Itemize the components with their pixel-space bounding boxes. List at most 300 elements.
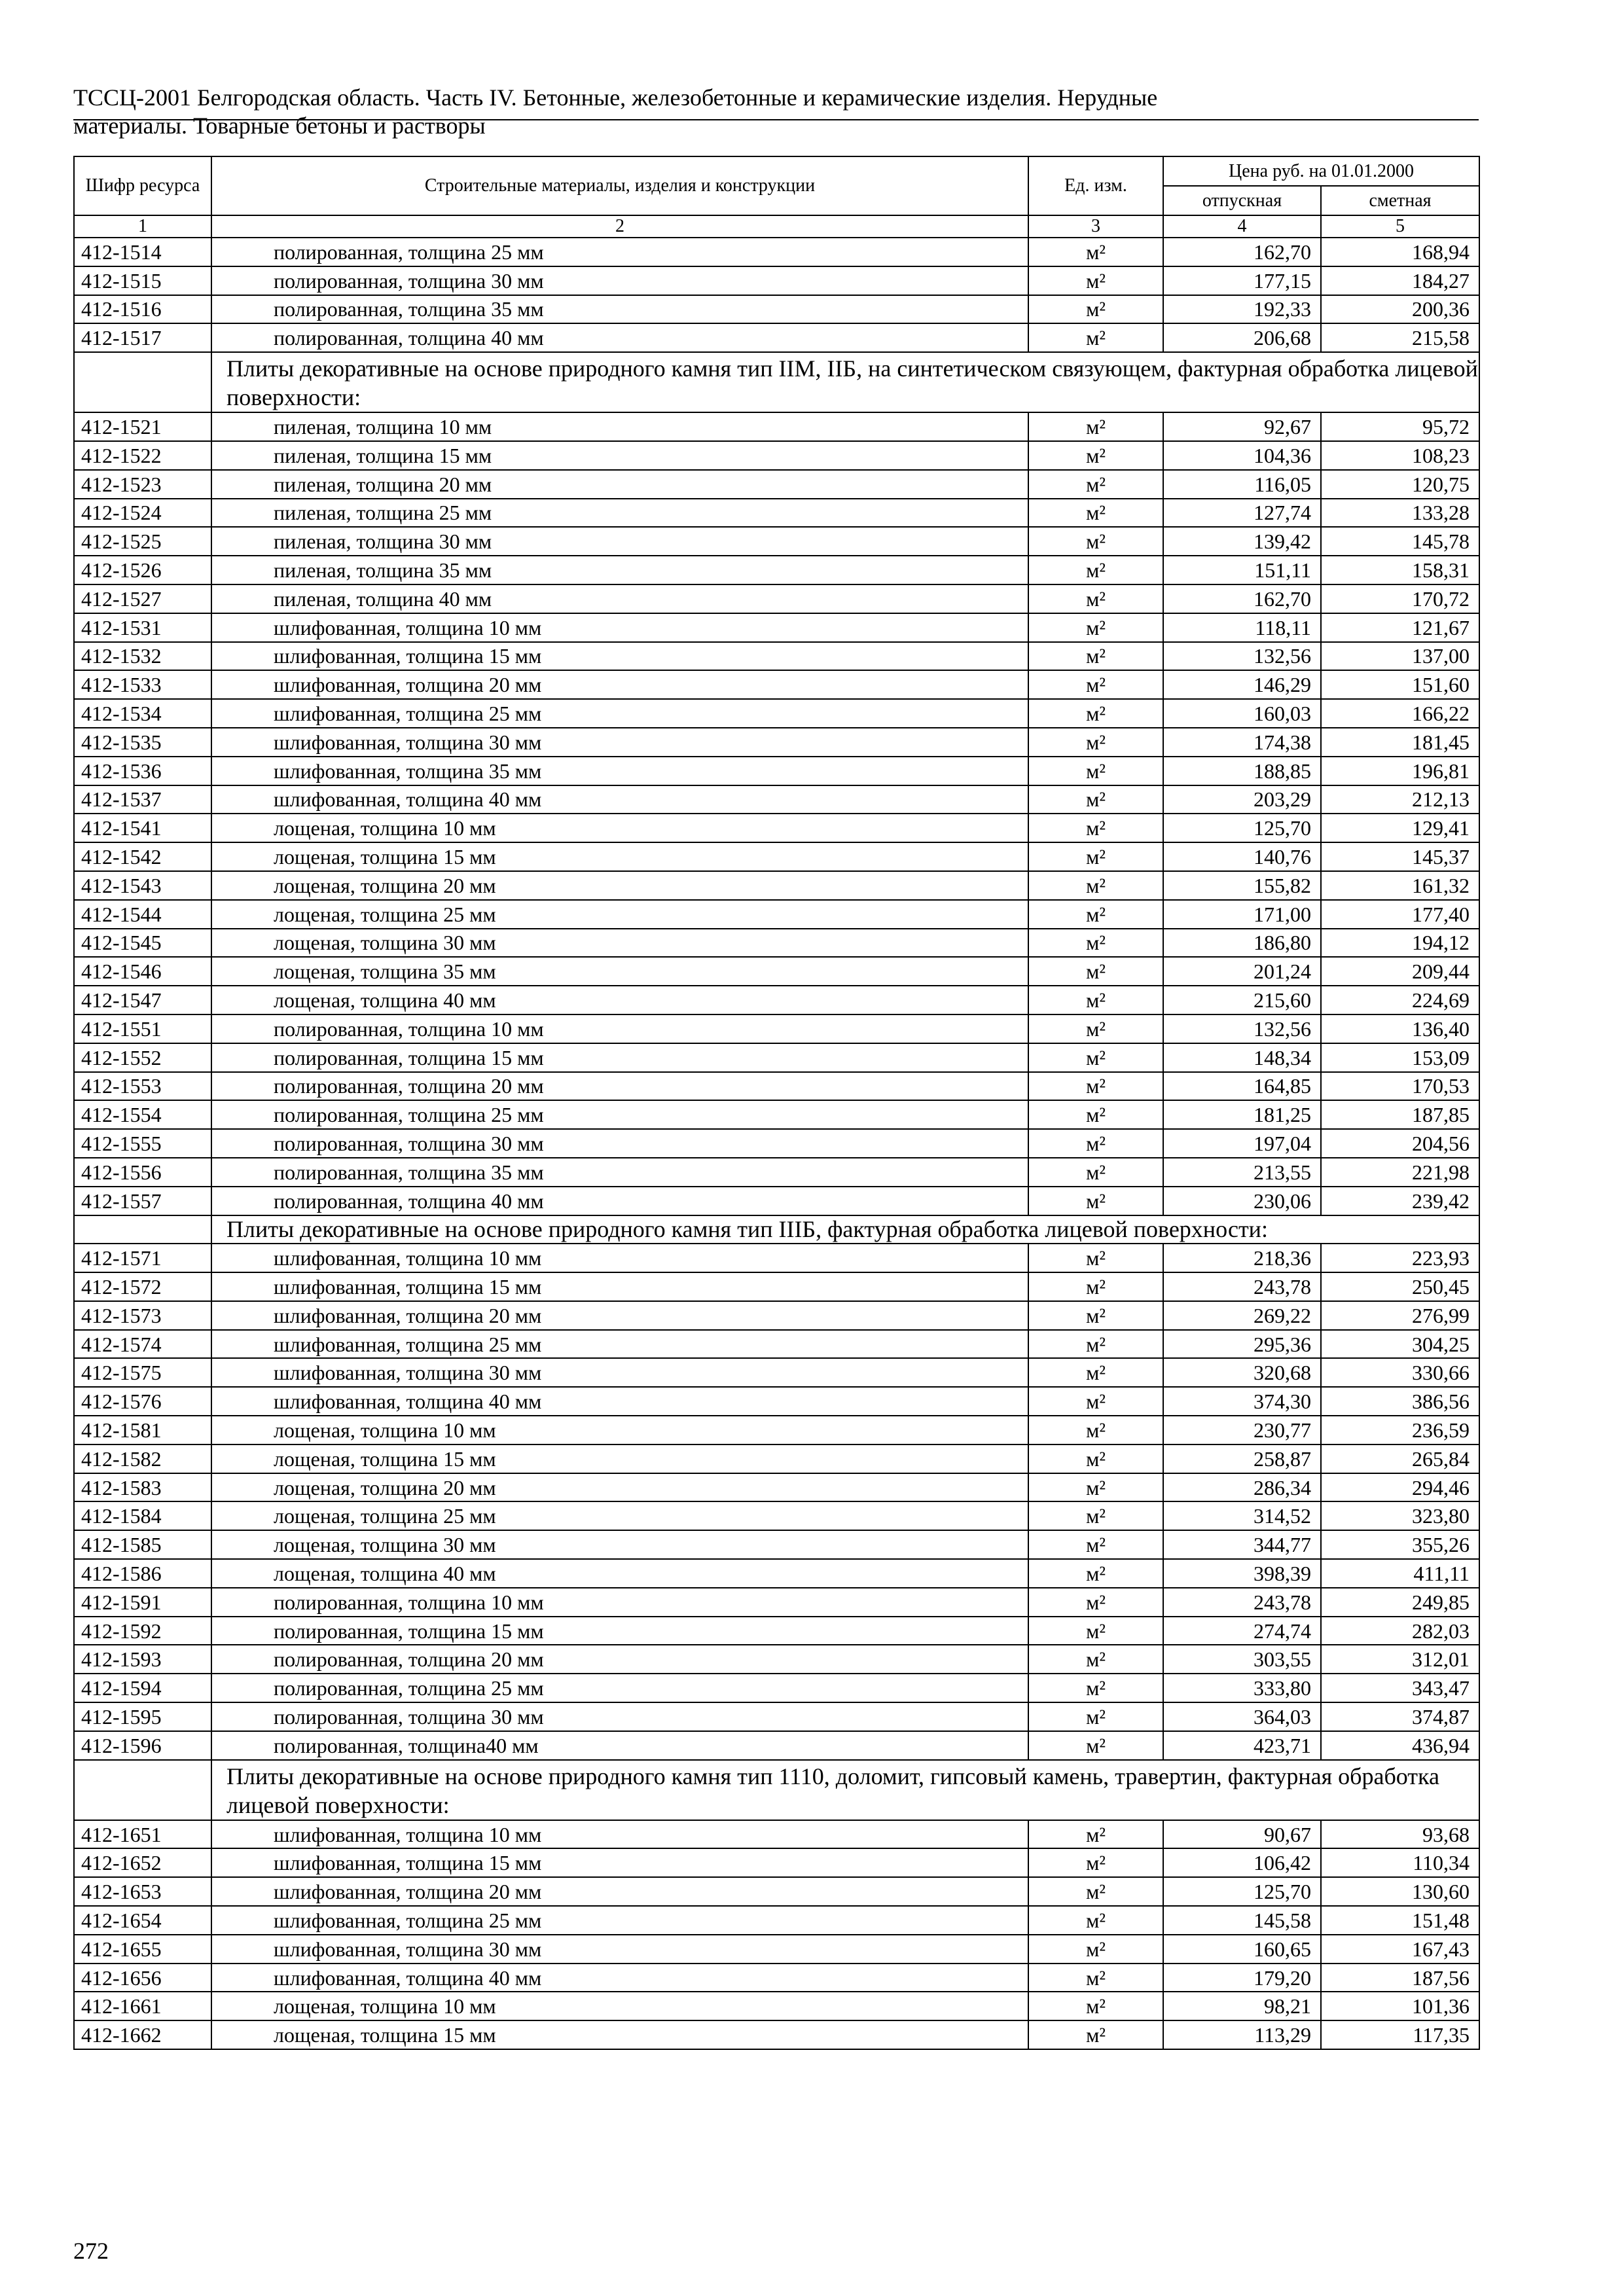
estimate-price: 187,85 — [1321, 1100, 1479, 1129]
table-row — [74, 785, 1479, 814]
table-row — [74, 1158, 1479, 1187]
section-empty-cell — [74, 1760, 211, 1820]
resource-code: 412-1526 — [74, 556, 211, 584]
release-price: 125,70 — [1163, 1877, 1321, 1906]
table-row — [74, 814, 1479, 842]
col-header-estimate-price: сметная — [1321, 186, 1479, 215]
resource-code: 412-1596 — [74, 1731, 211, 1760]
unit-cell: м² — [1028, 1559, 1163, 1588]
section-heading-row — [74, 352, 1479, 412]
release-price: 132,56 — [1163, 642, 1321, 671]
table-row — [74, 295, 1479, 324]
unit-cell: м² — [1028, 412, 1163, 441]
estimate-price: 153,09 — [1321, 1043, 1479, 1072]
release-price: 230,77 — [1163, 1416, 1321, 1444]
unit-cell: м² — [1028, 1387, 1163, 1416]
resource-code: 412-1595 — [74, 1702, 211, 1731]
material-name: пиленая, толщина 25 мм — [211, 499, 1028, 528]
table-row — [74, 1072, 1479, 1101]
unit-cell: м² — [1028, 1444, 1163, 1473]
unit-cell: м² — [1028, 1530, 1163, 1559]
resource-code: 412-1536 — [74, 757, 211, 785]
resource-code: 412-1541 — [74, 814, 211, 842]
estimate-price: 137,00 — [1321, 642, 1479, 671]
material-name: полированная, толщина 30 мм — [211, 1129, 1028, 1158]
col-header-unit: Ед. изм. — [1028, 156, 1163, 215]
release-price: 98,21 — [1163, 1992, 1321, 2020]
resource-code: 412-1553 — [74, 1072, 211, 1101]
table-row — [74, 1187, 1479, 1215]
material-name: шлифованная, толщина 10 мм — [211, 1244, 1028, 1272]
unit-cell: м² — [1028, 323, 1163, 352]
table-row — [74, 2020, 1479, 2049]
table-row — [74, 1731, 1479, 1760]
release-price: 179,20 — [1163, 1964, 1321, 1992]
material-name: полированная, толщина 15 мм — [211, 1043, 1028, 1072]
table-row — [74, 957, 1479, 986]
table-row — [74, 728, 1479, 757]
resource-code: 412-1531 — [74, 613, 211, 642]
unit-cell: м² — [1028, 1473, 1163, 1502]
material-name: шлифованная, толщина 20 мм — [211, 670, 1028, 699]
material-name: лощеная, толщина 10 мм — [211, 814, 1028, 842]
material-name: шлифованная, толщина 30 мм — [211, 1358, 1028, 1387]
release-price: 145,58 — [1163, 1906, 1321, 1935]
resource-code: 412-1544 — [74, 900, 211, 929]
column-number: 2 — [211, 215, 1028, 238]
estimate-price: 355,26 — [1321, 1530, 1479, 1559]
table-row — [74, 1473, 1479, 1502]
material-name: полированная, толщина 25 мм — [211, 1100, 1028, 1129]
estimate-price: 221,98 — [1321, 1158, 1479, 1187]
table-row — [74, 1820, 1479, 1849]
unit-cell: м² — [1028, 584, 1163, 613]
estimate-price: 223,93 — [1321, 1244, 1479, 1272]
estimate-price: 108,23 — [1321, 441, 1479, 470]
table-row — [74, 986, 1479, 1014]
unit-cell: м² — [1028, 1731, 1163, 1760]
material-name: шлифованная, толщина 10 мм — [211, 613, 1028, 642]
material-name: шлифованная, толщина 40 мм — [211, 785, 1028, 814]
section-heading: Плиты декоративные на основе природного камня тип IIIБ, фактурная обработка лицевой поверхности: — [211, 1215, 1479, 1244]
header-line-1: ТССЦ-2001 Белгородская область. Часть IV. Бетонные, железобетонные и керамические изделия. Нерудные — [73, 84, 1158, 111]
material-name: полированная, толщина 20 мм — [211, 1072, 1028, 1101]
resource-code: 412-1585 — [74, 1530, 211, 1559]
estimate-price: 294,46 — [1321, 1473, 1479, 1502]
resource-code: 412-1581 — [74, 1416, 211, 1444]
release-price: 160,03 — [1163, 699, 1321, 728]
resource-code: 412-1525 — [74, 527, 211, 556]
estimate-price: 145,37 — [1321, 842, 1479, 871]
unit-cell: м² — [1028, 1501, 1163, 1530]
release-price: 174,38 — [1163, 728, 1321, 757]
section-heading: Плиты декоративные на основе природного камня тип 1110, доломит, гипсовый камень, травертин, фактурная обработка лицевой поверхности: — [211, 1760, 1479, 1820]
table-row — [74, 613, 1479, 642]
estimate-price: 170,72 — [1321, 584, 1479, 613]
table-row — [74, 527, 1479, 556]
unit-cell: м² — [1028, 1992, 1163, 2020]
release-price: 201,24 — [1163, 957, 1321, 986]
table-row — [74, 556, 1479, 584]
resource-code: 412-1652 — [74, 1848, 211, 1877]
material-name: лощеная, толщина 20 мм — [211, 1473, 1028, 1502]
estimate-price: 101,36 — [1321, 1992, 1479, 2020]
table-row — [74, 1530, 1479, 1559]
resource-code: 412-1571 — [74, 1244, 211, 1272]
resource-code: 412-1662 — [74, 2020, 211, 2049]
resource-code: 412-1552 — [74, 1043, 211, 1072]
estimate-price: 136,40 — [1321, 1014, 1479, 1043]
estimate-price: 330,66 — [1321, 1358, 1479, 1387]
table-row — [74, 1559, 1479, 1588]
unit-cell: м² — [1028, 757, 1163, 785]
release-price: 181,25 — [1163, 1100, 1321, 1129]
col-header-name: Строительные материалы, изделия и конструкции — [211, 156, 1028, 215]
unit-cell: м² — [1028, 1129, 1163, 1158]
material-name: пиленая, толщина 30 мм — [211, 527, 1028, 556]
estimate-price: 204,56 — [1321, 1129, 1479, 1158]
column-number: 1 — [74, 215, 211, 238]
estimate-price: 95,72 — [1321, 412, 1479, 441]
col-header-price: Цена руб. на 01.01.2000 — [1163, 156, 1479, 186]
resource-code: 412-1542 — [74, 842, 211, 871]
table-row — [74, 323, 1479, 352]
resource-code: 412-1535 — [74, 728, 211, 757]
material-name: шлифованная, толщина 20 мм — [211, 1301, 1028, 1330]
unit-cell: м² — [1028, 642, 1163, 671]
material-name: пиленая, толщина 20 мм — [211, 470, 1028, 499]
release-price: 258,87 — [1163, 1444, 1321, 1473]
release-price: 116,05 — [1163, 470, 1321, 499]
table-row — [74, 238, 1479, 266]
material-name: лощеная, толщина 15 мм — [211, 842, 1028, 871]
table-row — [74, 1014, 1479, 1043]
unit-cell: м² — [1028, 499, 1163, 528]
section-empty-cell — [74, 352, 211, 412]
resource-code: 412-1586 — [74, 1559, 211, 1588]
resource-code: 412-1521 — [74, 412, 211, 441]
table-row — [74, 441, 1479, 470]
resource-code: 412-1545 — [74, 929, 211, 958]
release-price: 104,36 — [1163, 441, 1321, 470]
resource-code: 412-1516 — [74, 295, 211, 324]
unit-cell: м² — [1028, 871, 1163, 900]
release-price: 295,36 — [1163, 1330, 1321, 1359]
resource-code: 412-1594 — [74, 1674, 211, 1702]
resource-code: 412-1524 — [74, 499, 211, 528]
col-header-release-price: отпускная — [1163, 186, 1321, 215]
resource-code: 412-1575 — [74, 1358, 211, 1387]
estimate-price: 265,84 — [1321, 1444, 1479, 1473]
release-price: 151,11 — [1163, 556, 1321, 584]
resource-code: 412-1654 — [74, 1906, 211, 1935]
release-price: 162,70 — [1163, 238, 1321, 266]
estimate-price: 177,40 — [1321, 900, 1479, 929]
header-line-2: материалы. Товарные бетоны и растворы — [73, 113, 486, 139]
release-price: 162,70 — [1163, 584, 1321, 613]
table-row — [74, 1416, 1479, 1444]
estimate-price: 121,67 — [1321, 613, 1479, 642]
unit-cell: м² — [1028, 238, 1163, 266]
release-price: 197,04 — [1163, 1129, 1321, 1158]
resource-code: 412-1651 — [74, 1820, 211, 1849]
release-price: 364,03 — [1163, 1702, 1321, 1731]
resource-code: 412-1527 — [74, 584, 211, 613]
release-price: 274,74 — [1163, 1617, 1321, 1645]
estimate-price: 181,45 — [1321, 728, 1479, 757]
unit-cell: м² — [1028, 556, 1163, 584]
material-name: шлифованная, толщина 10 мм — [211, 1820, 1028, 1849]
column-number: 3 — [1028, 215, 1163, 238]
release-price: 286,34 — [1163, 1473, 1321, 1502]
material-name: полированная, толщина 35 мм — [211, 1158, 1028, 1187]
unit-cell: м² — [1028, 441, 1163, 470]
release-price: 203,29 — [1163, 785, 1321, 814]
estimate-price: 170,53 — [1321, 1072, 1479, 1101]
unit-cell: м² — [1028, 1935, 1163, 1964]
estimate-price: 276,99 — [1321, 1301, 1479, 1330]
unit-cell: м² — [1028, 527, 1163, 556]
release-price: 148,34 — [1163, 1043, 1321, 1072]
estimate-price: 166,22 — [1321, 699, 1479, 728]
estimate-price: 161,32 — [1321, 871, 1479, 900]
resource-code: 412-1522 — [74, 441, 211, 470]
col-header-code: Шифр ресурса — [74, 156, 211, 215]
material-name: лощеная, толщина 30 мм — [211, 1530, 1028, 1559]
material-name: пиленая, толщина 10 мм — [211, 412, 1028, 441]
table-row — [74, 1617, 1479, 1645]
release-price: 132,56 — [1163, 1014, 1321, 1043]
resource-code: 412-1547 — [74, 986, 211, 1014]
resource-code: 412-1592 — [74, 1617, 211, 1645]
resource-code: 412-1653 — [74, 1877, 211, 1906]
unit-cell: м² — [1028, 1187, 1163, 1215]
unit-cell: м² — [1028, 1330, 1163, 1359]
release-price: 218,36 — [1163, 1244, 1321, 1272]
material-name: шлифованная, толщина 40 мм — [211, 1387, 1028, 1416]
unit-cell: м² — [1028, 613, 1163, 642]
table-row — [74, 1387, 1479, 1416]
table-row — [74, 699, 1479, 728]
header-rule — [73, 119, 1479, 120]
release-price: 398,39 — [1163, 1559, 1321, 1588]
table-row — [74, 757, 1479, 785]
unit-cell: м² — [1028, 986, 1163, 1014]
release-price: 118,11 — [1163, 613, 1321, 642]
estimate-price: 168,94 — [1321, 238, 1479, 266]
page-number: 272 — [73, 2238, 109, 2264]
section-heading-row — [74, 1215, 1479, 1244]
column-number: 5 — [1321, 215, 1479, 238]
table-row — [74, 1501, 1479, 1530]
unit-cell: м² — [1028, 785, 1163, 814]
unit-cell: м² — [1028, 1877, 1163, 1906]
material-name: полированная, толщина 20 мм — [211, 1645, 1028, 1674]
table-row — [74, 1588, 1479, 1617]
unit-cell: м² — [1028, 699, 1163, 728]
estimate-price: 145,78 — [1321, 527, 1479, 556]
unit-cell: м² — [1028, 814, 1163, 842]
unit-cell: м² — [1028, 1645, 1163, 1674]
estimate-price: 151,48 — [1321, 1906, 1479, 1935]
estimate-price: 196,81 — [1321, 757, 1479, 785]
release-price: 90,67 — [1163, 1820, 1321, 1849]
release-price: 164,85 — [1163, 1072, 1321, 1101]
release-price: 243,78 — [1163, 1588, 1321, 1617]
resource-code: 412-1533 — [74, 670, 211, 699]
estimate-price: 436,94 — [1321, 1731, 1479, 1760]
material-name: полированная, толщина 25 мм — [211, 1674, 1028, 1702]
unit-cell: м² — [1028, 1272, 1163, 1301]
unit-cell: м² — [1028, 842, 1163, 871]
table-row — [74, 1645, 1479, 1674]
material-name: полированная, толщина 35 мм — [211, 295, 1028, 324]
estimate-price: 304,25 — [1321, 1330, 1479, 1359]
material-name: шлифованная, толщина 25 мм — [211, 699, 1028, 728]
estimate-price: 239,42 — [1321, 1187, 1479, 1215]
estimate-price: 129,41 — [1321, 814, 1479, 842]
material-name: шлифованная, толщина 30 мм — [211, 728, 1028, 757]
material-name: полированная, толщина 30 мм — [211, 1702, 1028, 1731]
release-price: 127,74 — [1163, 499, 1321, 528]
estimate-price: 249,85 — [1321, 1588, 1479, 1617]
resource-code: 412-1582 — [74, 1444, 211, 1473]
material-name: лощеная, толщина 10 мм — [211, 1992, 1028, 2020]
column-number: 4 — [1163, 215, 1321, 238]
table-row — [74, 266, 1479, 295]
table-row — [74, 1964, 1479, 1992]
unit-cell: м² — [1028, 295, 1163, 324]
material-name: лощеная, толщина 35 мм — [211, 957, 1028, 986]
material-name: пиленая, толщина 35 мм — [211, 556, 1028, 584]
table-row — [74, 1877, 1479, 1906]
table-row — [74, 929, 1479, 958]
material-name: лощеная, толщина 40 мм — [211, 986, 1028, 1014]
release-price: 113,29 — [1163, 2020, 1321, 2049]
estimate-price: 215,58 — [1321, 323, 1479, 352]
table-row — [74, 584, 1479, 613]
unit-cell: м² — [1028, 470, 1163, 499]
release-price: 333,80 — [1163, 1674, 1321, 1702]
resource-code: 412-1591 — [74, 1588, 211, 1617]
unit-cell: м² — [1028, 1416, 1163, 1444]
release-price: 140,76 — [1163, 842, 1321, 871]
material-name: лощеная, толщина 25 мм — [211, 900, 1028, 929]
material-name: шлифованная, толщина 15 мм — [211, 642, 1028, 671]
release-price: 192,33 — [1163, 295, 1321, 324]
release-price: 269,22 — [1163, 1301, 1321, 1330]
table-row — [74, 1244, 1479, 1272]
resource-code: 412-1573 — [74, 1301, 211, 1330]
release-price: 423,71 — [1163, 1731, 1321, 1760]
estimate-price: 93,68 — [1321, 1820, 1479, 1849]
material-name: лощеная, толщина 20 мм — [211, 871, 1028, 900]
unit-cell: м² — [1028, 2020, 1163, 2049]
unit-cell: м² — [1028, 266, 1163, 295]
resource-code: 412-1537 — [74, 785, 211, 814]
table-row — [74, 1674, 1479, 1702]
unit-cell: м² — [1028, 670, 1163, 699]
estimate-price: 167,43 — [1321, 1935, 1479, 1964]
material-name: полированная, толщина40 мм — [211, 1731, 1028, 1760]
estimate-price: 323,80 — [1321, 1501, 1479, 1530]
estimate-price: 184,27 — [1321, 266, 1479, 295]
table-row — [74, 1129, 1479, 1158]
table-row — [74, 1330, 1479, 1359]
table-row — [74, 900, 1479, 929]
resource-code: 412-1656 — [74, 1964, 211, 1992]
material-name: лощеная, толщина 10 мм — [211, 1416, 1028, 1444]
resource-code: 412-1554 — [74, 1100, 211, 1129]
unit-cell: м² — [1028, 957, 1163, 986]
resource-code: 412-1574 — [74, 1330, 211, 1359]
release-price: 155,82 — [1163, 871, 1321, 900]
estimate-price: 200,36 — [1321, 295, 1479, 324]
estimate-price: 212,13 — [1321, 785, 1479, 814]
resource-code: 412-1576 — [74, 1387, 211, 1416]
table-row — [74, 499, 1479, 528]
table-row — [74, 842, 1479, 871]
estimate-price: 374,87 — [1321, 1702, 1479, 1731]
material-name: лощеная, толщина 30 мм — [211, 929, 1028, 958]
table-row — [74, 1358, 1479, 1387]
estimate-price: 209,44 — [1321, 957, 1479, 986]
resource-code: 412-1515 — [74, 266, 211, 295]
release-price: 188,85 — [1163, 757, 1321, 785]
section-heading: Плиты декоративные на основе природного камня тип IIМ, IIБ, на синтетическом связующем, фактурная обработка лицевой поверхности: — [211, 352, 1479, 412]
section-empty-cell — [74, 1215, 211, 1244]
unit-cell: м² — [1028, 1014, 1163, 1043]
table-row — [74, 1043, 1479, 1072]
resource-code: 412-1546 — [74, 957, 211, 986]
release-price: 374,30 — [1163, 1387, 1321, 1416]
unit-cell: м² — [1028, 1244, 1163, 1272]
resource-code: 412-1523 — [74, 470, 211, 499]
unit-cell: м² — [1028, 929, 1163, 958]
material-name: шлифованная, толщина 40 мм — [211, 1964, 1028, 1992]
table-row — [74, 412, 1479, 441]
resource-code: 412-1661 — [74, 1992, 211, 2020]
unit-cell: м² — [1028, 1906, 1163, 1935]
table-row — [74, 1992, 1479, 2020]
table-row — [74, 1272, 1479, 1301]
unit-cell: м² — [1028, 1964, 1163, 1992]
page-header — [73, 84, 1479, 140]
estimate-price: 117,35 — [1321, 2020, 1479, 2049]
table-row — [74, 1848, 1479, 1877]
material-name: шлифованная, толщина 25 мм — [211, 1330, 1028, 1359]
estimate-price: 236,59 — [1321, 1416, 1479, 1444]
release-price: 125,70 — [1163, 814, 1321, 842]
estimate-price: 386,56 — [1321, 1387, 1479, 1416]
material-name: лощеная, толщина 15 мм — [211, 1444, 1028, 1473]
estimate-price: 130,60 — [1321, 1877, 1479, 1906]
table-row — [74, 1301, 1479, 1330]
unit-cell: м² — [1028, 728, 1163, 757]
material-name: шлифованная, толщина 15 мм — [211, 1848, 1028, 1877]
resource-code: 412-1551 — [74, 1014, 211, 1043]
resource-code: 412-1583 — [74, 1473, 211, 1502]
resource-code: 412-1584 — [74, 1501, 211, 1530]
release-price: 139,42 — [1163, 527, 1321, 556]
unit-cell: м² — [1028, 1617, 1163, 1645]
material-name: полированная, толщина 10 мм — [211, 1014, 1028, 1043]
resource-code: 412-1532 — [74, 642, 211, 671]
estimate-price: 110,34 — [1321, 1848, 1479, 1877]
material-name: шлифованная, толщина 35 мм — [211, 757, 1028, 785]
price-table-body — [74, 156, 1479, 2049]
material-name: лощеная, толщина 40 мм — [211, 1559, 1028, 1588]
